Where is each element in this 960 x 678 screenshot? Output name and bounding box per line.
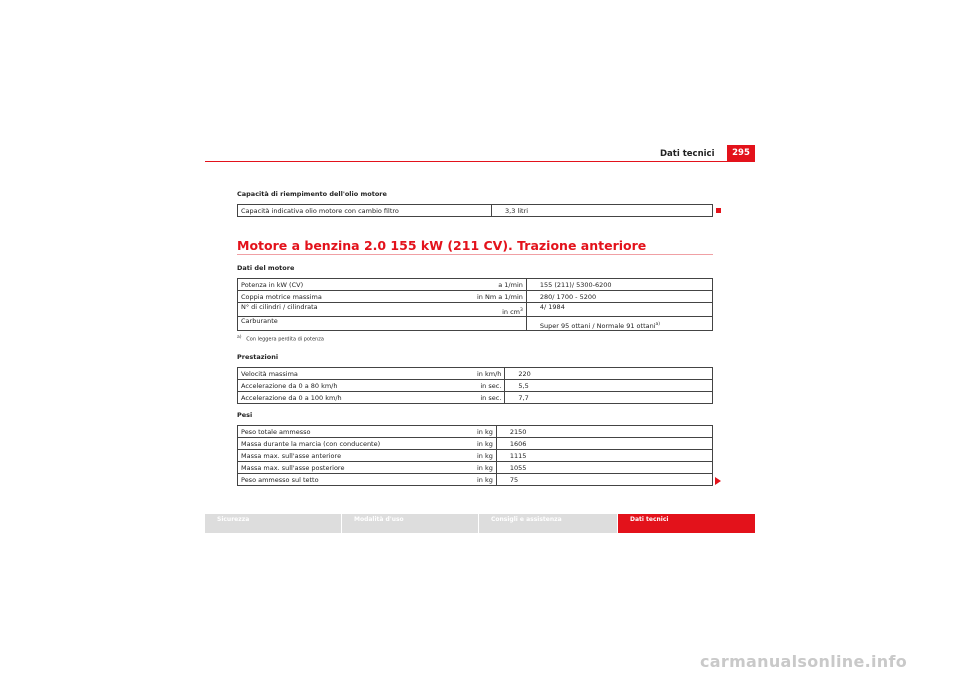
table-row <box>238 368 713 380</box>
continue-arrow-icon <box>715 477 721 485</box>
table-row <box>238 462 713 474</box>
row-unit-cell <box>474 303 526 317</box>
table-row <box>238 380 713 392</box>
table-row <box>238 303 713 317</box>
oil-section-title: Capacità di riempimento dell'olio motore <box>237 190 387 198</box>
watermark: carmanualsonline.info <box>700 652 908 671</box>
row-unit: in sec. <box>474 392 505 404</box>
table-row <box>238 438 713 450</box>
row-value: 1115 <box>496 450 712 462</box>
footer-tab-label: Modalità d'uso <box>354 516 404 523</box>
row-unit: in kg <box>474 462 496 474</box>
table-row <box>238 317 713 331</box>
header-rule <box>205 161 755 162</box>
engine-title-rule <box>237 254 713 255</box>
row-unit: a 1/min <box>474 279 526 291</box>
table-row <box>238 474 713 486</box>
table-row <box>238 392 713 404</box>
table-row <box>238 450 713 462</box>
row-unit <box>474 317 526 331</box>
row-unit: in km/h <box>474 368 505 380</box>
footer-tab-modalita-uso[interactable] <box>342 514 478 533</box>
table-row <box>238 279 713 291</box>
row-unit: in sec. <box>474 380 505 392</box>
row-unit <box>474 205 492 217</box>
row-label: Massa durante la marcia (con conducente) <box>238 438 475 450</box>
row-unit: in kg <box>474 426 496 438</box>
row-label: Carburante <box>238 317 475 331</box>
footnote-ref: a) <box>655 321 661 327</box>
row-label: Capacità indicativa olio motore con cambio filtro <box>238 205 475 217</box>
row-unit-sup: 3 <box>520 307 523 313</box>
row-unit: in Nm a 1/min <box>474 291 526 303</box>
row-value: 4/ 1984 <box>526 303 712 317</box>
row-unit: in cm <box>502 308 521 316</box>
row-label: Peso totale ammesso <box>238 426 475 438</box>
row-label: Coppia motrice massima <box>238 291 475 303</box>
oil-table <box>237 204 713 217</box>
engine-data-title: Dati del motore <box>237 264 295 272</box>
row-value: 1606 <box>496 438 712 450</box>
engine-title: Motore a benzina 2.0 155 kW (211 CV). Trazione anteriore <box>237 238 647 253</box>
row-label: Massa max. sull'asse anteriore <box>238 450 475 462</box>
header-title: Dati tecnici <box>660 149 715 159</box>
row-value: 2150 <box>496 426 712 438</box>
row-unit: in kg <box>474 438 496 450</box>
row-label: Massa max. sull'asse posteriore <box>238 462 475 474</box>
row-label: Velocità massima <box>238 368 475 380</box>
footer-tab-label: Consigli e assistenza <box>491 516 562 523</box>
section-end-marker <box>716 208 721 213</box>
table-row <box>238 426 713 438</box>
weights-title: Pesi <box>237 411 253 419</box>
row-value: Super 95 ottani / Normale 91 ottani <box>539 322 656 330</box>
row-value: 3,3 litri <box>492 205 713 217</box>
row-value: 1055 <box>496 462 712 474</box>
row-value: 220 <box>505 368 713 380</box>
page-number: 295 <box>727 145 755 162</box>
footnote-text: Con leggera perdita di potenza <box>246 336 324 343</box>
row-value: 7,7 <box>505 392 713 404</box>
table-row <box>238 291 713 303</box>
weights-table <box>237 425 713 486</box>
row-label: Accelerazione da 0 a 80 km/h <box>238 380 475 392</box>
row-label: Accelerazione da 0 a 100 km/h <box>238 392 475 404</box>
engine-table <box>237 278 713 331</box>
row-unit: in kg <box>474 450 496 462</box>
footer-tab-label: Dati tecnici <box>630 516 669 523</box>
footnote-mark: a) <box>237 335 242 340</box>
row-value: 5,5 <box>505 380 713 392</box>
row-value-cell <box>526 317 712 331</box>
row-label: Peso ammesso sul tetto <box>238 474 475 486</box>
footer-tab-dati-tecnici[interactable] <box>618 514 755 533</box>
row-value: 75 <box>496 474 712 486</box>
footer-tab-consigli-assistenza[interactable] <box>479 514 617 533</box>
row-value: 280/ 1700 - 5200 <box>526 291 712 303</box>
footer-tab-label: Sicurezza <box>217 516 250 523</box>
row-unit: in kg <box>474 474 496 486</box>
footnote <box>237 335 324 343</box>
row-value: 155 (211)/ 5300-6200 <box>526 279 712 291</box>
performance-table <box>237 367 713 404</box>
row-label: N° di cilindri / cilindrata <box>238 303 475 317</box>
footer-tab-sicurezza[interactable] <box>205 514 341 533</box>
performance-title: Prestazioni <box>237 353 279 361</box>
row-label: Potenza in kW (CV) <box>238 279 475 291</box>
table-row <box>238 205 713 217</box>
